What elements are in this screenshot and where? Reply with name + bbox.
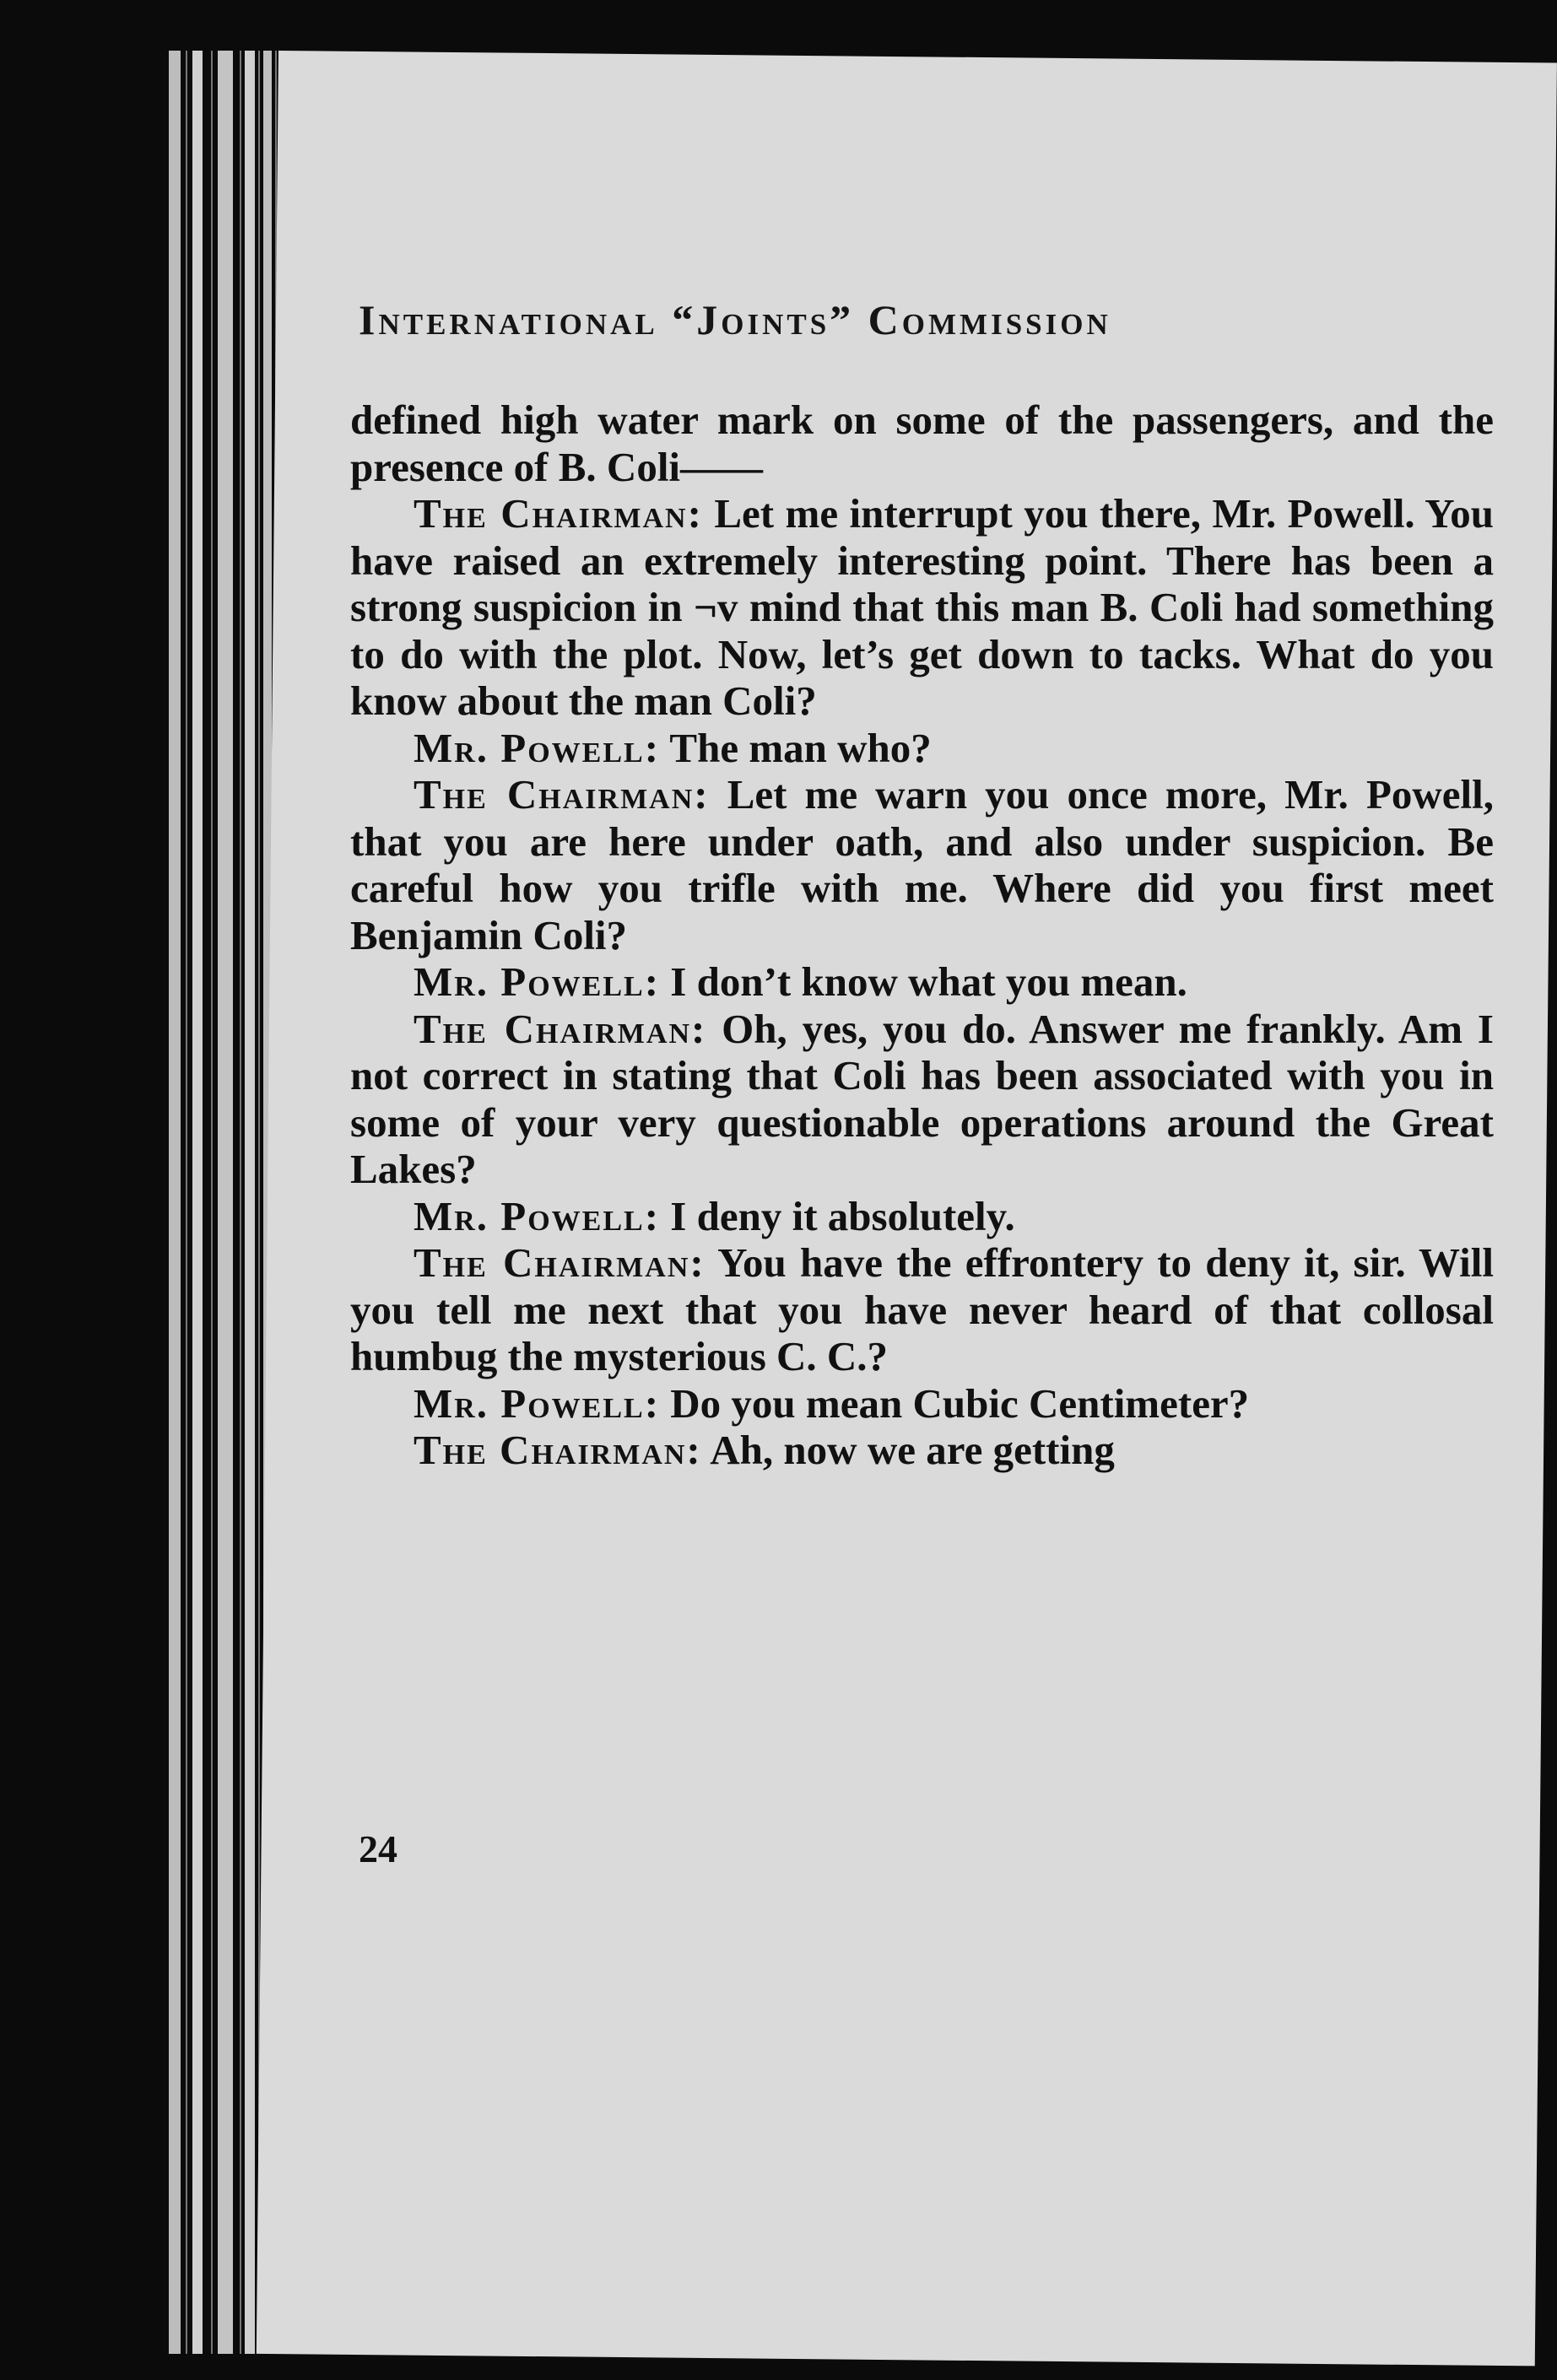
speaker-label: The Chairman: [414,1005,707,1052]
speaker-label: Mr. Powell: [414,1379,661,1427]
paragraph [350,397,1494,490]
paragraph-text: You have the effrontery to deny it, sir. Will you tell me next that you have never heard of that collosal humbug the mysterious C. C.? [350,1239,1495,1379]
body-text [350,397,1494,1474]
running-head: International “Joints” Commission [359,296,1111,343]
page-edge [169,51,181,2354]
paragraph-text: Let me interrupt you there, Mr. Powell. You have raised an extremely interesting point. There has been a strong suspicion in ¬v mind that this man B. Coli had something to do with the plot. Now, let’s get down to tacks. What do you know about the man Coli? [350,490,1494,724]
speaker-label: The Chairman: [414,490,703,537]
speaker-label: The Chairman: [414,1427,702,1473]
paragraph-text: The man who? [669,724,932,771]
page-edge [192,51,203,2354]
paragraph [350,1380,1494,1427]
paragraph [350,958,1494,1006]
speaker-label: Mr. Powell: [414,958,661,1005]
paragraph-text: I deny it absolutely. [670,1192,1015,1239]
paragraph-text: defined high water mark on some of the passengers, and the presence of B. Coli—— [350,397,1494,490]
paragraph [350,725,1494,772]
speaker-label: The Chairman: [414,1239,706,1286]
page-edge-line [211,51,213,2354]
paragraph-text: Oh, yes, you do. Answer me frankly. Am I not correct in stating that Coli has been associated with you in some of your very questionable operations around the Great Lakes? [350,1005,1494,1192]
speaker-label: Mr. Powell: [414,1192,661,1239]
page-edge [245,51,255,2354]
page-number: 24 [359,1827,397,1870]
paragraph [350,771,1494,958]
paragraph-text: Do you mean Cubic Centimeter? [670,1379,1250,1427]
page-edge [218,51,233,2354]
speaker-label: Mr. Powell: [414,724,661,771]
page-edge-line [186,51,187,2354]
paragraph-text: I don’t know what you mean. [670,958,1187,1005]
paragraph [350,1006,1494,1193]
page-edge-line [240,51,241,2354]
paragraph [350,1193,1494,1240]
paragraph-text: Ah, now we are getting [710,1427,1115,1473]
paragraph [350,490,1494,725]
paragraph-text: Let me warn you once more, Mr. Powell, that you are here under oath, and also under suspicion. Be careful how you trifle with me. Where did you first meet Benjamin Coli? [350,771,1494,958]
paragraph [350,1427,1494,1474]
paragraph [350,1239,1494,1380]
speaker-label: The Chairman: [414,771,710,818]
